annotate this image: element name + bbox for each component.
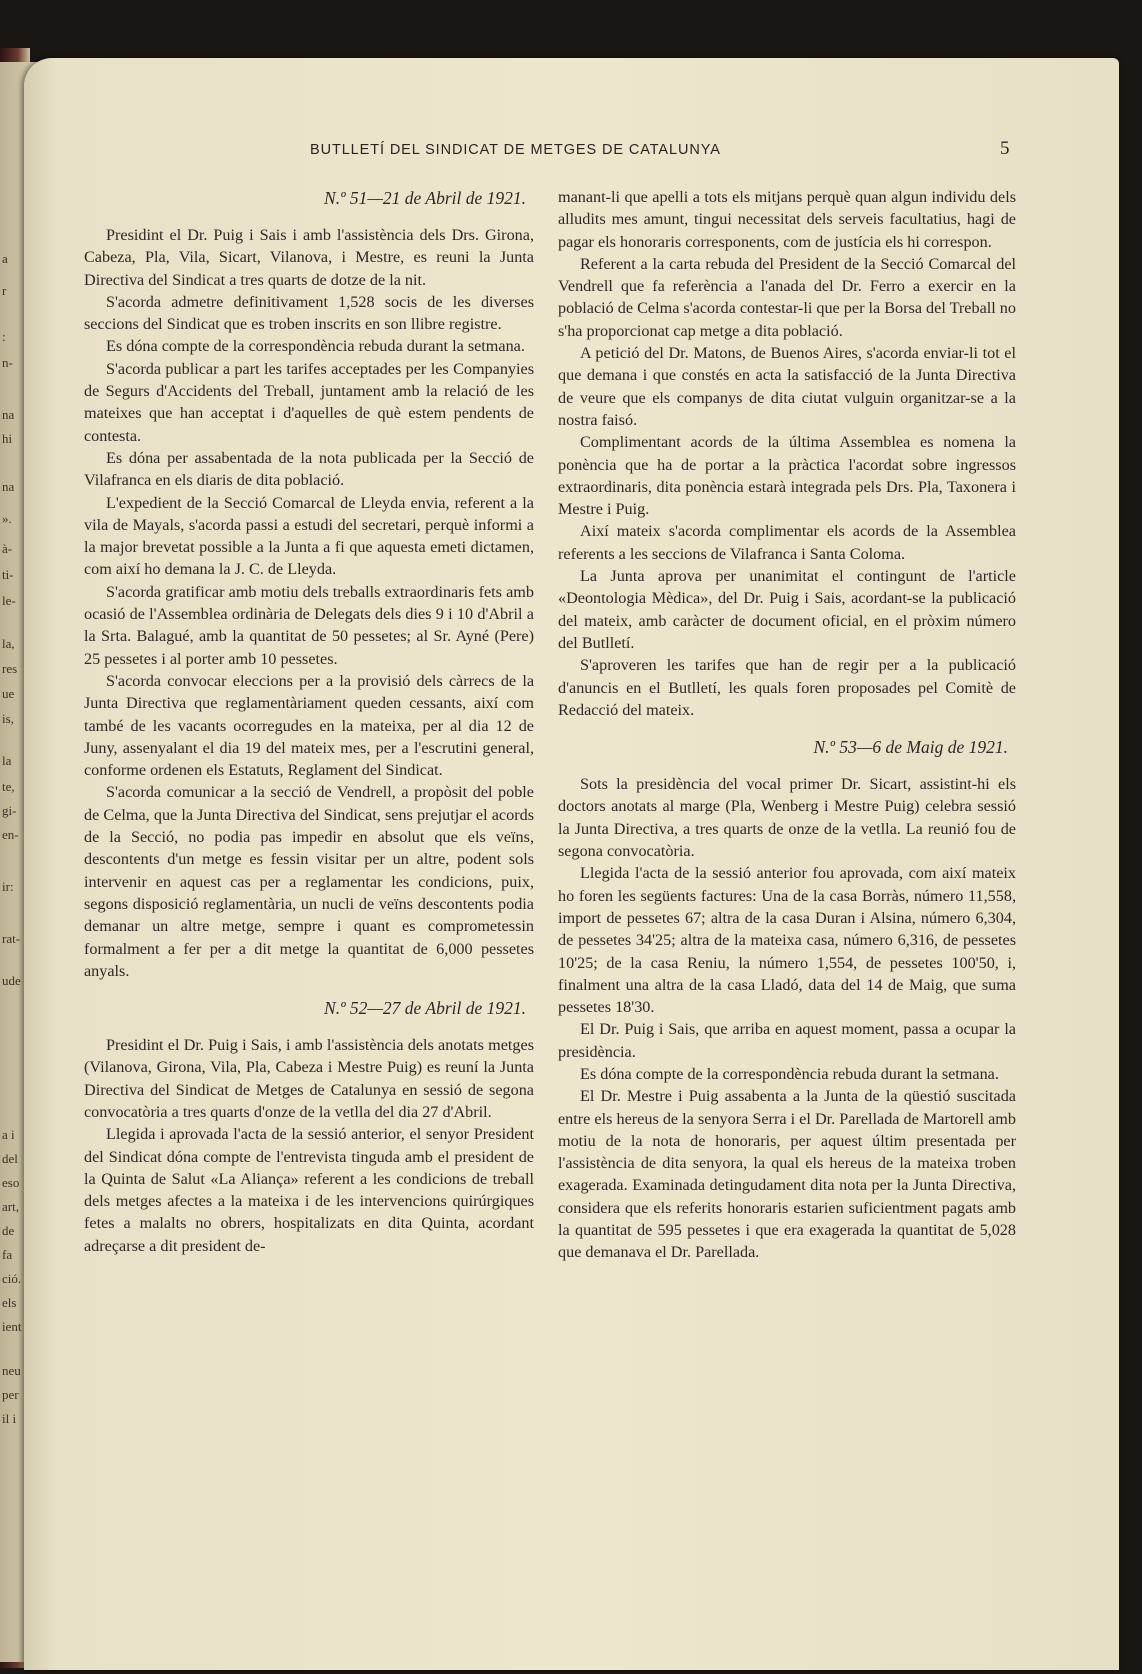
left-column — [84, 186, 534, 1257]
paragraph: Referent a la carta rebuda del President de la Secció Comarcal del Vendrell que fa referència a l'anada del Dr. Ferro a exercir en la població de Celma s'acorda contestar-li que per la Borsa del Treball no s'ha proporcionat cap metge a dita població. — [558, 254, 1016, 340]
paragraph: S'acorda publicar a part les tarifes acceptades per les Companyies de Segurs d'Accidents del Treball, juntament amb la relació de les mateixes que han acceptat i d'aquelles de què estem pendents de contesta. — [84, 359, 534, 445]
paragraph: S'aproveren les tarifes que han de regir per a la publicació d'anuncis en el Butlletí, les quals foren proposades pel Comitè de Redacció del mateix. — [558, 656, 1016, 719]
margin-fragment: la, — [2, 636, 15, 651]
margin-fragment: del — [2, 1151, 18, 1166]
margin-fragment: eso — [2, 1175, 20, 1190]
margin-fragment: ció. — [2, 1271, 22, 1286]
margin-fragment: il i — [2, 1411, 17, 1426]
margin-fragment: gi- — [2, 803, 17, 818]
paragraph: Llegida i aprovada l'acta de la sessió anterior, el senyor President del Sindicat dóna compte de l'entrevista tinguda amb el president de la Quinta de Salut «La Aliança» referent a les condicions de treball dels metges afectes a la mateixa i de les intervencions quirúrgiques fetes a malalts no obrers, hospitalizats en dita Quinta, acordant adreçarse a dit president de- — [84, 1125, 534, 1255]
paragraph: S'acorda convocar eleccions per a la provisió dels càrrecs de la Junta Directiva que reglamentàriament queden cessants, així com també de les vacants ocorregudes en la mateixa, per al dia 12 de Juny, assenyalant el dia 19 del mateix mes, per a l'escrutini general, conforme ordenen els Estatuts, Reglament del Sindicat. — [84, 671, 534, 780]
margin-fragment: : — [2, 329, 6, 344]
paragraph: La Junta aprova per unanimitat el contingunt de l'article «Deontologia Mèdica», del Dr. Puig i Sais, acordant-se la publicació del mateix, amb caràcter de document oficial, en el pròxim número del Butlletí. — [558, 567, 1016, 652]
margin-fragment: art, — [2, 1199, 19, 1214]
minutes-heading-51: N.º 51—21 de Abril de 1921. — [324, 188, 526, 208]
paragraph: El Dr. Puig i Sais, que arriba en aquest moment, passa a ocupar la presidència. — [558, 1020, 1016, 1061]
page-number: 5 — [1000, 138, 1010, 159]
paragraph: S'acorda admetre definitivament 1,528 socis de les diverses seccions del Sindicat que es troben inscrits en son llibre registre. — [84, 292, 534, 334]
minutes-heading-52: N.º 52—27 de Abril de 1921. — [324, 998, 526, 1019]
margin-fragment: r — [2, 283, 7, 298]
margin-fragment: res — [2, 661, 18, 676]
paragraph: manant-li que apelli a tots els mitjans perquè quan algun individu dels alludits mes amunt, tingui necessitat dels serveis facultatius, hagi de pagar els honoraris corresponents, com de justícia els hi correspon. — [558, 188, 1016, 251]
margin-fragment: ». — [2, 511, 12, 526]
margin-fragment: is, — [2, 711, 14, 726]
running-head: BUTLLETÍ DEL SINDICAT DE METGES DE CATALUNYA — [310, 142, 721, 158]
margin-fragment: na — [2, 407, 15, 422]
margin-fragment: n- — [2, 355, 13, 370]
margin-fragment: la — [2, 753, 12, 768]
margin-fragment: à- — [2, 541, 13, 556]
paragraph: El Dr. Mestre i Puig assabenta a la Junta de la qüestió suscitada entre els hereus de la senyora Serra i el Dr. Parellada de Martorell amb motiu de la nota de honoraris, per aquest últim presentada per l'assistència de dita senyora, la qual els hereus de la mateixa troben exagerada. Examinada detingudament dita nota per la Junta Directiva, considera que els referits honoraris estarien suficientment pagats amb la quantitat de 595 pessetes i que era exagerada la quantitat de 5,028 que demanava el Dr. Parellada. — [558, 1087, 1016, 1262]
margin-fragment: fa — [2, 1247, 13, 1262]
paragraph: S'acorda comunicar a la secció de Vendrell, a propòsit del poble de Celma, que la Junta Directiva del Sindicat, sens prejutjar el acords de la Secció, no podia pas impedir en absolut que els veïns, descontents d'un metge es fessin visitar per un altre, podent sols intervenir en aquest cas per a reglamentar les condicions, puix, segons disposició reglamentària, un nucli de veïns descontents podia demanar un altre metge, sempre i quant es comprometessin formalment a fer per a dit metge la quantitat de 6,000 pessetes anyals. — [84, 783, 534, 980]
margin-fragment: els — [2, 1295, 17, 1310]
margin-fragment: per — [2, 1387, 19, 1402]
margin-fragment: de — [2, 1223, 15, 1238]
margin-fragment: a — [2, 251, 8, 266]
margin-fragment: ir: — [2, 879, 14, 894]
paragraph: Complimentant acords de la última Assemblea es nomena la ponència que ha de portar a la pràctica l'acordat sobre ingressos extraordinaris, dita ponència estarà integrada pels Drs. Pla, Taxonera i Mestre i Puig. — [558, 433, 1016, 519]
paragraph: Així mateix s'acorda complimentar els acords de la Assemblea referents a les seccions de Vilafranca i Santa Coloma. — [558, 522, 1016, 563]
margin-fragment: en- — [2, 827, 19, 842]
margin-fragment: rat- — [2, 931, 21, 946]
margin-fragment: a i — [2, 1127, 15, 1142]
paragraph: A petició del Dr. Matons, de Buenos Aires, s'acorda enviar-li tot el que demana i que constés en acta la satisfacció de la Junta Directiva de veure que els companys de dita ciutat vulguin organitzar-se a la nostra faisó. — [558, 344, 1016, 429]
margin-fragment: ude — [2, 973, 21, 988]
paragraph: Es dóna per assabentada de la nota publicada per la Secció de Vilafranca en els diaris de dita població. — [84, 448, 534, 490]
paragraph: L'expedient de la Secció Comarcal de Lleyda envia, referent a la vila de Mayals, s'acorda passi a estudi del secretari, perquè informi a la major brevetat possible a la Junta a fi que aquesta emeti dictamen, com així ho demana la J. C. de Lleyda. — [84, 493, 534, 579]
margin-fragment: hi — [2, 431, 13, 446]
paragraph: Presidint el Dr. Puig i Sais i amb l'assistència dels Drs. Girona, Cabeza, Pla, Vila, Sicart, Vilanova, i Mestre, es reuni la Junta Directiva del Sindicat a tres quarts de dotze de la nit. — [84, 226, 534, 289]
margin-fragment: neu — [2, 1363, 21, 1378]
margin-fragment: le- — [2, 593, 16, 608]
margin-fragment: ient — [2, 1319, 22, 1334]
paragraph: Es dóna compte de la correspondència rebuda durant la setmana. — [580, 1064, 999, 1083]
minutes-heading-53: N.º 53—6 de Maig de 1921. — [813, 737, 1008, 758]
paragraph: Es dóna compte de la correspondència rebuda durant la setmana. — [106, 337, 525, 356]
paragraph: Presidint el Dr. Puig i Sais, i amb l'assistència dels anotats metges (Vilanova, Girona, Vila, Pla, Cabeza i Mestre Puig) es reuní la Junta Directiva del Sindicat de Metges de Catalunya en sessió de segona convocatòria a tres quarts d'onze de la vetlla del dia 27 d'Abril. — [84, 1036, 534, 1121]
paragraph: S'acorda gratificar amb motiu dels treballs extraordinaris fets amb ocasió de l'Assemblea ordinària de Delegats dels dies 9 i 10 d'Abril a la Srta. Balagué, amb la quantitat de 50 pessetes; al Sr. Ayné (Pere) 25 pessetes i al porter amb 10 pessetes. — [84, 582, 534, 668]
right-column — [558, 186, 1016, 1264]
margin-fragment: ue — [2, 686, 15, 701]
margin-fragment: ti- — [2, 567, 14, 582]
margin-fragment: na — [2, 479, 15, 494]
paragraph: Llegida l'acta de la sessió anterior fou aprovada, com així mateix ho foren les següents factures: Una de la casa Borràs, número 11,558, import de pessetes 67; altra de la casa Duran i Alsina, número 6,304, de pessetes 34'25; altra de la mateixa casa, número 6,316, de pessetes 10'25; de la casa Reniu, la número 1,554, de pessetes 100'50, i, finalment una altra de la casa Lladó, data del 14 de Maig, que suma pessetes 18'30. — [558, 864, 1016, 1017]
margin-fragment: te, — [2, 779, 15, 794]
paragraph: Sots la presidència del vocal primer Dr. Sicart, assistint-hi els doctors anotats al marge (Pla, Wenberg i Mestre Puig) celebra sessió la Junta Directiva, a tres quarts de onze de la vetlla. La reunió fou de segona convocatòria. — [558, 775, 1016, 861]
